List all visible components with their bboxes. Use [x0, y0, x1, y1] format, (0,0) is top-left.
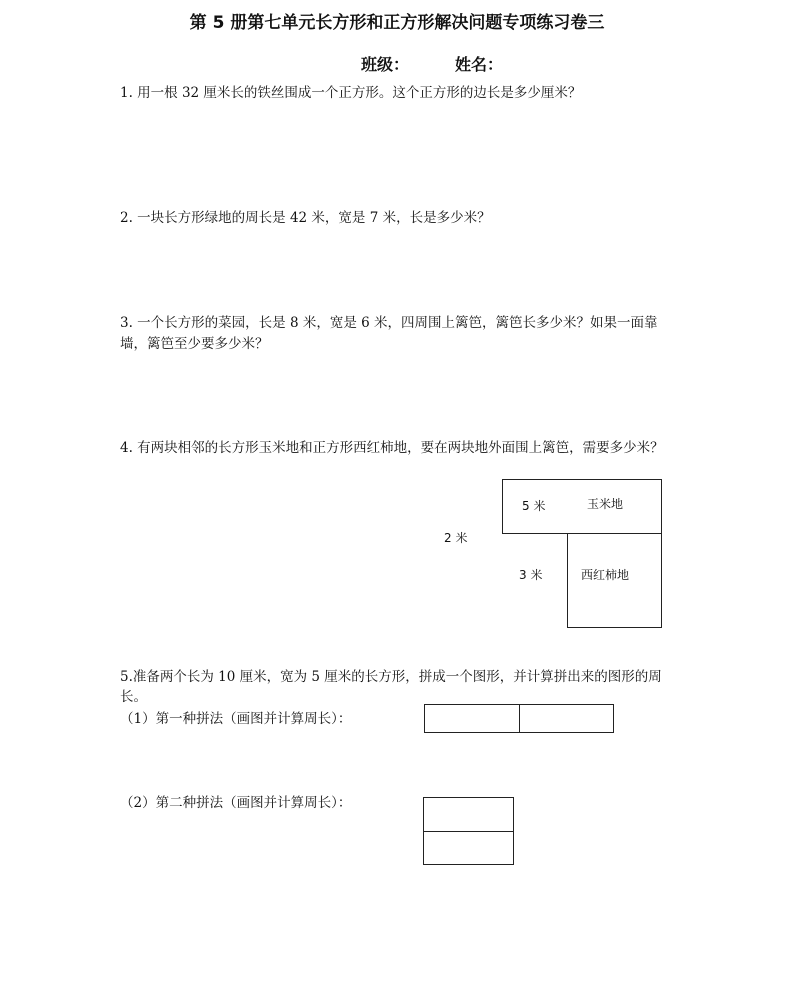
question-3-line-2: 墙，篱笆至少要多少米？: [120, 336, 269, 352]
question-4: 4. 有两块相邻的长方形玉米地和正方形西红柿地，要在两块地外面围上篱笆，需要多少米？: [120, 440, 664, 456]
tomato-side-label: 3 米: [519, 568, 543, 582]
question-5-part-2: （2）第二种拼法（画图并计算周长）：: [120, 795, 352, 811]
corn-width-label: 5 米: [522, 499, 546, 513]
question-2: 2. 一块长方形绿地的周长是 42 米，宽是 7 米，长是多少米？: [120, 210, 491, 226]
arrangement-2-bottom-rect: [423, 831, 514, 865]
question-3-line-1: 3. 一个长方形的菜园，长是 8 米，宽是 6 米，四周围上篱笆，篱笆长多少米？如果一面靠: [120, 315, 658, 331]
corn-field-label: 玉米地: [587, 497, 624, 511]
question-1: 1. 用一根 32 厘米长的铁丝围成一个正方形。这个正方形的边长是多少厘米？: [120, 85, 582, 101]
corn-height-label: 2 米: [444, 531, 468, 545]
tomato-field-label: 西红柿地: [581, 568, 630, 582]
name-label: 姓名：: [455, 55, 504, 74]
arrangement-1-left-rect: [424, 704, 520, 733]
question-5-part-1: （1）第一种拼法（画图并计算周长）：: [120, 711, 352, 727]
arrangement-2-top-rect: [423, 797, 514, 832]
class-label: 班级：: [361, 55, 410, 74]
question-5-line-2: 长。: [120, 689, 147, 705]
page-title: 第 5 册第七单元长方形和正方形解决问题专项练习卷三: [189, 13, 605, 33]
question-5-line-1: 5.准备两个长为 10 厘米，宽为 5 厘米的长方形，拼成一个图形，并计算拼出来的图形的周: [120, 669, 662, 685]
arrangement-1-right-rect: [519, 704, 614, 733]
